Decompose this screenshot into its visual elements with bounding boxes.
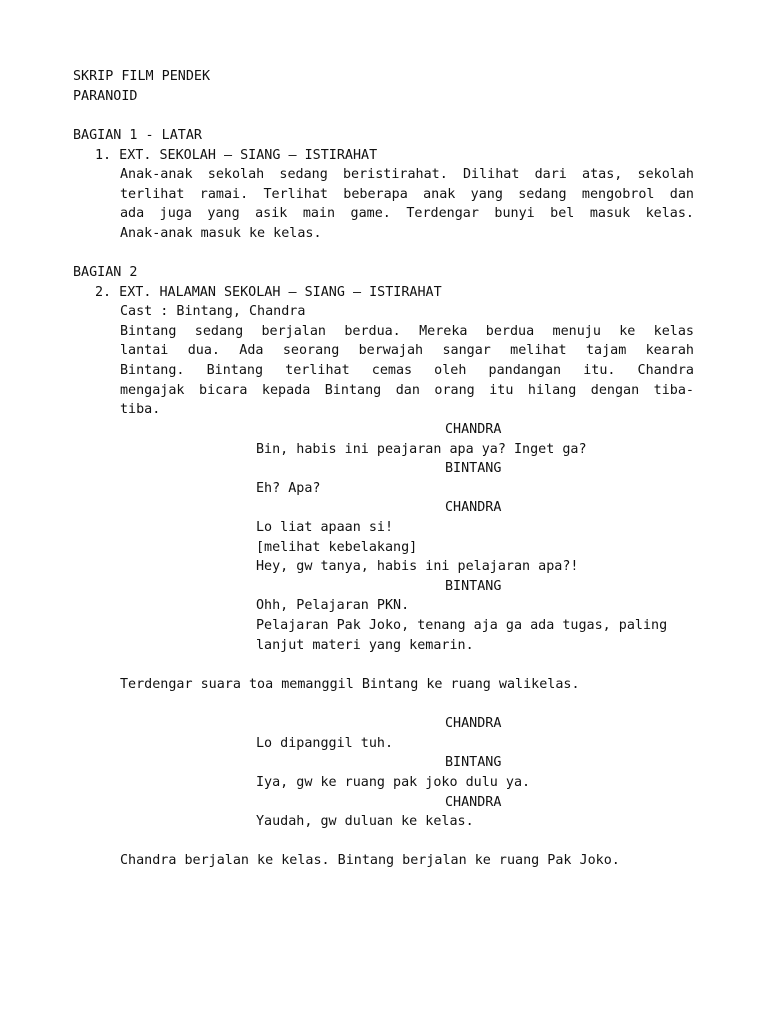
dialogue-line: Hey, gw tanya, habis ini pelajaran apa?! [256,559,579,574]
dialogue-line: Lo liat apaan si! [256,520,394,535]
dialogue-line: lanjut materi yang kemarin. [256,638,474,653]
dialogue-line: Bin, habis ini peajaran apa ya? Inget ga? [256,442,587,457]
action-line: mengajak bicara kepada Bintang dan orang itu hilang dengan tiba- [120,383,694,398]
parenthetical: [melihat kebelakang] [256,540,418,555]
character-cue: BINTANG [445,579,502,594]
character-cue: CHANDRA [445,716,502,731]
character-cue: BINTANG [445,755,502,770]
action-line: Bintang. Bintang terlihat cemas oleh pandangan itu. Chandra [120,363,694,378]
character-cue: CHANDRA [445,795,502,810]
part1-heading: BAGIAN 1 - LATAR [73,128,202,143]
dialogue-line: Ohh, Pelajaran PKN. [256,598,410,613]
action-line: Anak-anak sekolah sedang beristirahat. Dilihat dari atas, sekolah [120,167,694,182]
character-cue: CHANDRA [445,422,502,437]
dialogue-line: Eh? Apa? [256,481,321,496]
action-line: Bintang sedang berjalan berdua. Mereka berdua menuju ke kelas [120,324,694,339]
part2-heading: BAGIAN 2 [73,265,138,280]
action-line: Chandra berjalan ke kelas. Bintang berjalan ke ruang Pak Joko. [120,853,620,868]
cast-line: Cast : Bintang, Chandra [120,304,306,319]
dialogue-line: Lo dipanggil tuh. [256,736,394,751]
dialogue-line: Iya, gw ke ruang pak joko dulu ya. [256,775,531,790]
scene-heading-2: 2. EXT. HALAMAN SEKOLAH – SIANG – ISTIRAHAT [95,285,442,300]
document-title: SKRIP FILM PENDEK [73,69,211,84]
dialogue-line: Yaudah, gw duluan ke kelas. [256,814,474,829]
character-cue: BINTANG [445,461,502,476]
action-line: tiba. [120,402,161,417]
scene-heading-1: 1. EXT. SEKOLAH – SIANG – ISTIRAHAT [95,148,378,163]
action-line: lantai dua. Ada seorang berwajah sangar melihat tajam kearah [120,343,694,358]
action-line: ada juga yang asik main game. Terdengar bunyi bel masuk kelas. [120,206,694,221]
action-line: Terdengar suara toa memanggil Bintang ke ruang walikelas. [120,677,580,692]
action-line: terlihat ramai. Terlihat beberapa anak yang sedang mengobrol dan [120,187,694,202]
character-cue: CHANDRA [445,500,502,515]
dialogue-line: Pelajaran Pak Joko, tenang aja ga ada tugas, paling [256,618,668,633]
film-title: PARANOID [73,89,138,104]
action-line: Anak-anak masuk ke kelas. [120,226,322,241]
